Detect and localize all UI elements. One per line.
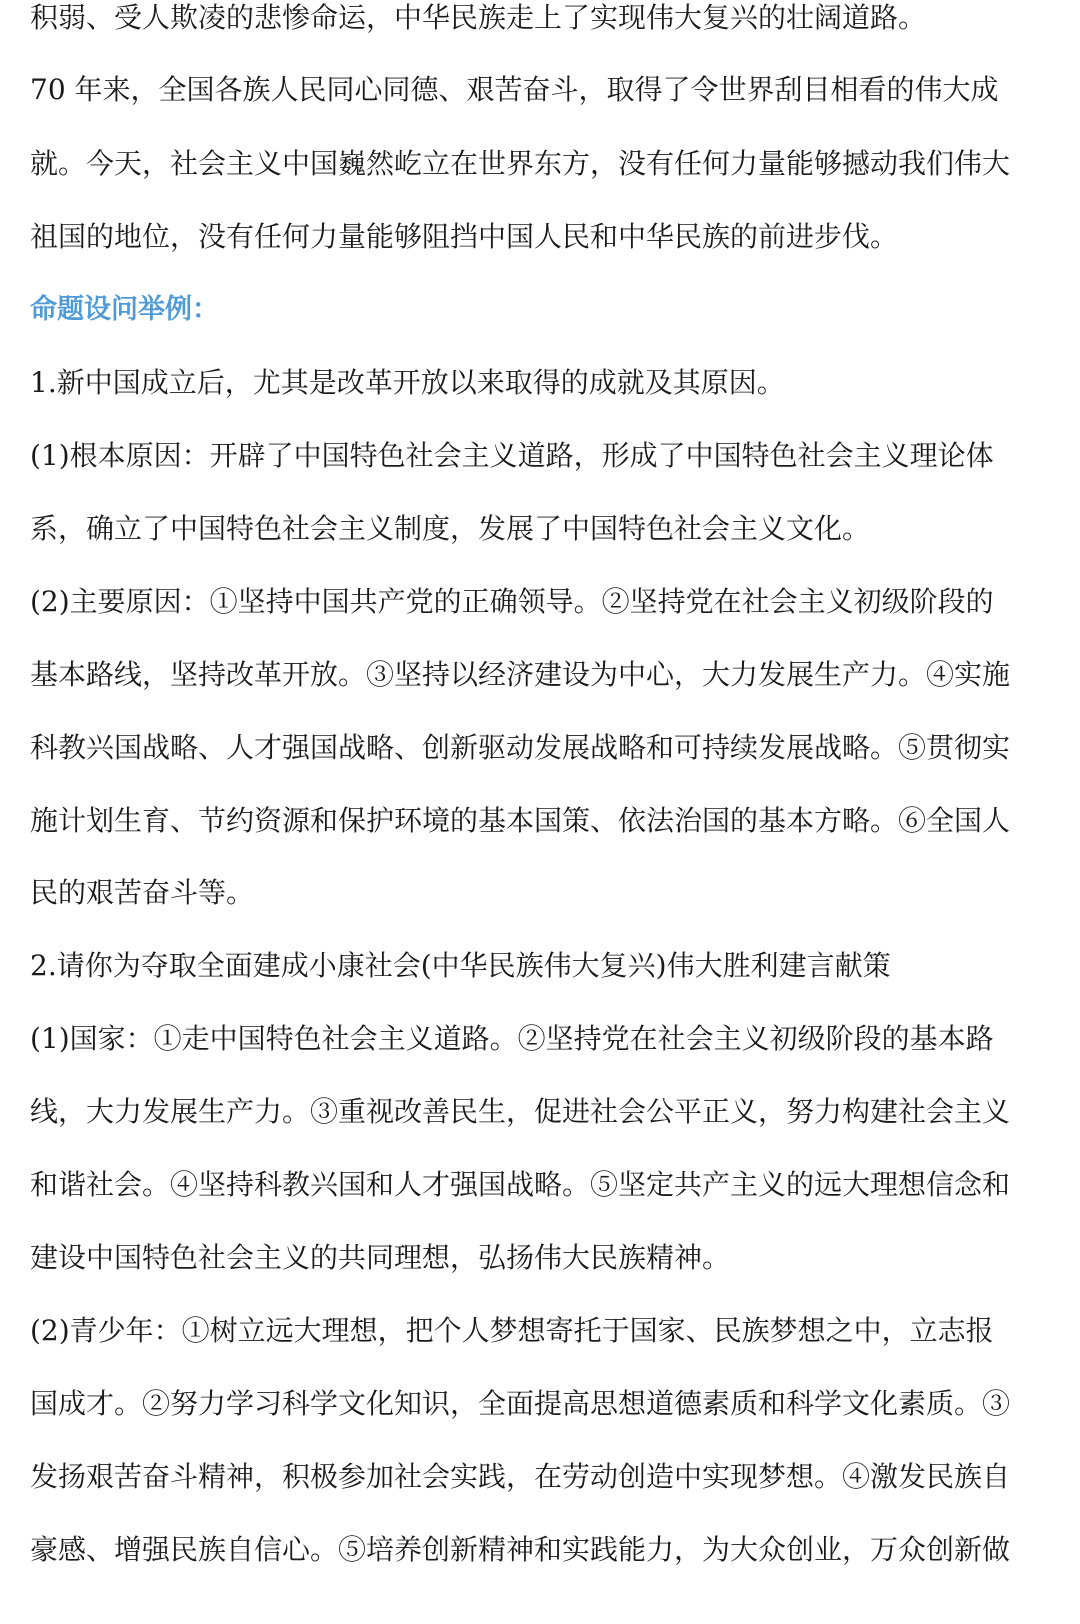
text-line-8: 系，确立了中国特色社会主义制度，发展了中国特色社会主义文化。	[30, 512, 871, 545]
text-line-12: 施计划生育、节约资源和保护环境的基本国策、依法治国的基本方略。⑥全国人	[30, 804, 1011, 837]
text-line-20: 国成才。②努力学习科学文化知识，全面提高思想道德素质和科学文化素质。③	[30, 1387, 1011, 1420]
question-1: 1.新中国成立后，尤其是改革开放以来取得的成就及其原因。	[30, 366, 785, 399]
text-line-15: (1)国家：①走中国特色社会主义道路。②坚持党在社会主义初级阶段的基本路	[30, 1022, 994, 1055]
text-line-4: 祖国的地位，没有任何力量能够阻挡中国人民和中华民族的前进步伐。	[30, 220, 899, 253]
text-line-2: 70 年来，全国各族人民同心同德、艰苦奋斗，取得了令世界刮目相看的伟大成	[30, 73, 999, 106]
text-line-11: 科教兴国战略、人才强国战略、创新驱动发展战略和可持续发展战略。⑤贯彻实	[30, 731, 1011, 764]
text-line-10: 基本路线，坚持改革开放。③坚持以经济建设为中心，大力发展生产力。④实施	[30, 658, 1011, 691]
text-line-16: 线，大力发展生产力。③重视改善民生，促进社会公平正义，努力构建社会主义	[30, 1095, 1011, 1128]
section-heading: 命题设问举例：	[30, 294, 219, 325]
text-line-21: 发扬艰苦奋斗精神，积极参加社会实践，在劳动创造中实现梦想。④激发民族自	[30, 1460, 1011, 1493]
text-line-9: (2)主要原因：①坚持中国共产党的正确领导。②坚持党在社会主义初级阶段的	[30, 585, 994, 618]
text-line-7: (1)根本原因：开辟了中国特色社会主义道路，形成了中国特色社会主义理论体	[30, 439, 994, 472]
question-2: 2.请你为夺取全面建成小康社会(中华民族伟大复兴)伟大胜利建言献策	[30, 949, 891, 982]
text-line-19: (2)青少年：①树立远大理想，把个人梦想寄托于国家、民族梦想之中，立志报	[30, 1314, 994, 1347]
text-line-18: 建设中国特色社会主义的共同理想，弘扬伟大民族精神。	[30, 1241, 731, 1274]
text-line-3: 就。今天，社会主义中国巍然屹立在世界东方，没有任何力量能够撼动我们伟大	[30, 147, 1011, 180]
text-line-13: 民的艰苦奋斗等。	[30, 876, 255, 909]
text-line-22: 豪感、增强民族自信心。⑤培养创新精神和实践能力，为大众创业，万众创新做	[30, 1533, 1011, 1566]
text-line-17: 和谐社会。④坚持科教兴国和人才强国战略。⑤坚定共产主义的远大理想信念和	[30, 1168, 1011, 1201]
text-line-1: 积弱、受人欺凌的悲惨命运，中华民族走上了实现伟大复兴的壮阔道路。	[30, 1, 927, 34]
